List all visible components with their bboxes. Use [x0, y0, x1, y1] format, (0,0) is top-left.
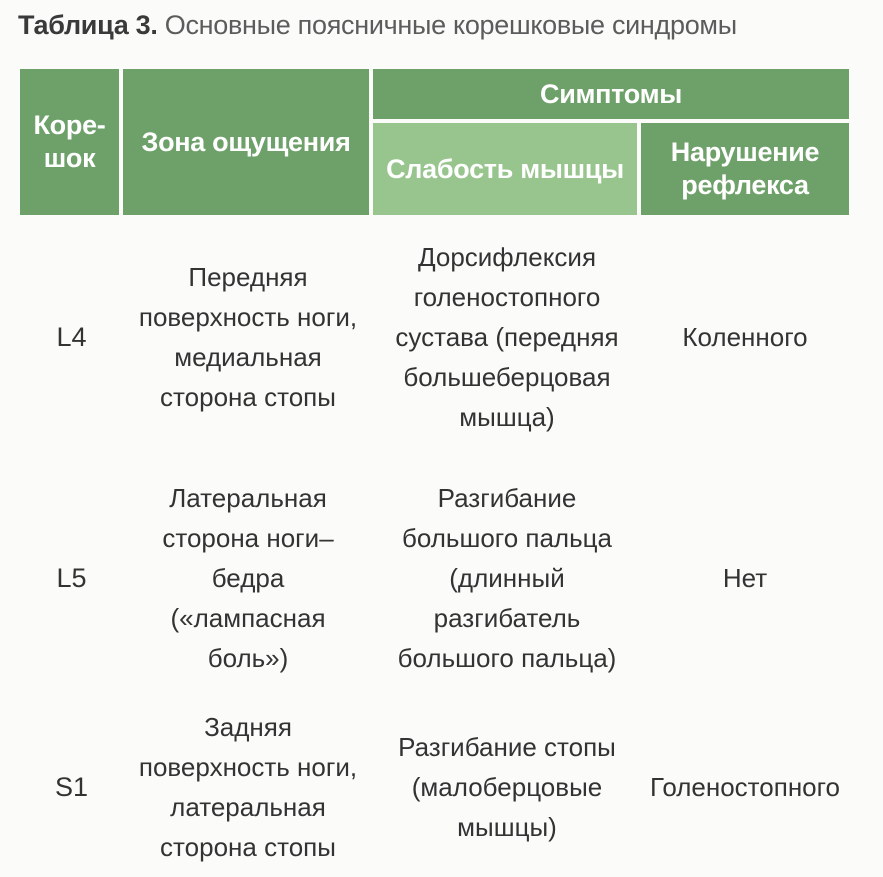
table-row — [20, 215, 849, 459]
header-weakness: Слабость мышцы — [373, 123, 641, 215]
table-row — [20, 459, 849, 697]
header-symptoms: Симптомы — [373, 69, 849, 123]
table-caption — [18, 8, 737, 42]
cell-zone: Латеральная сторона ноги–бедра («лампасная боль») — [162, 483, 334, 673]
cell-root: L4 — [56, 322, 87, 352]
cell-weakness: Разгибание большого пальца (длинный разгибатель большого пальца) — [397, 483, 617, 673]
cell-root: S1 — [54, 772, 89, 802]
cell-weakness: Разгибание стопы (малоберцовые мышцы) — [398, 732, 616, 842]
cell-zone: Задняя поверхность ноги, латеральная сторона стопы — [138, 712, 358, 862]
header-reflex: Нарушение рефлекса — [641, 123, 849, 215]
caption-text: Основные поясничные корешковые синдромы — [164, 10, 737, 40]
cell-reflex: Коленного — [682, 322, 808, 352]
cell-reflex: Голеностопного — [649, 772, 841, 802]
radicular-syndromes-table — [20, 69, 849, 877]
caption-label: Таблица 3. — [18, 10, 158, 40]
cell-weakness: Дорсифлексия голеностопного сустава (передняя большеберцовая мышца) — [395, 242, 619, 432]
header-zone: Зона ощущения — [123, 69, 373, 215]
cell-reflex: Нет — [722, 563, 768, 593]
cell-zone: Передняя поверхность ноги, медиальная сторона стопы — [138, 262, 358, 412]
cell-root: L5 — [56, 563, 87, 593]
table-row — [20, 697, 849, 877]
header-root: Коре-шок — [20, 69, 123, 215]
